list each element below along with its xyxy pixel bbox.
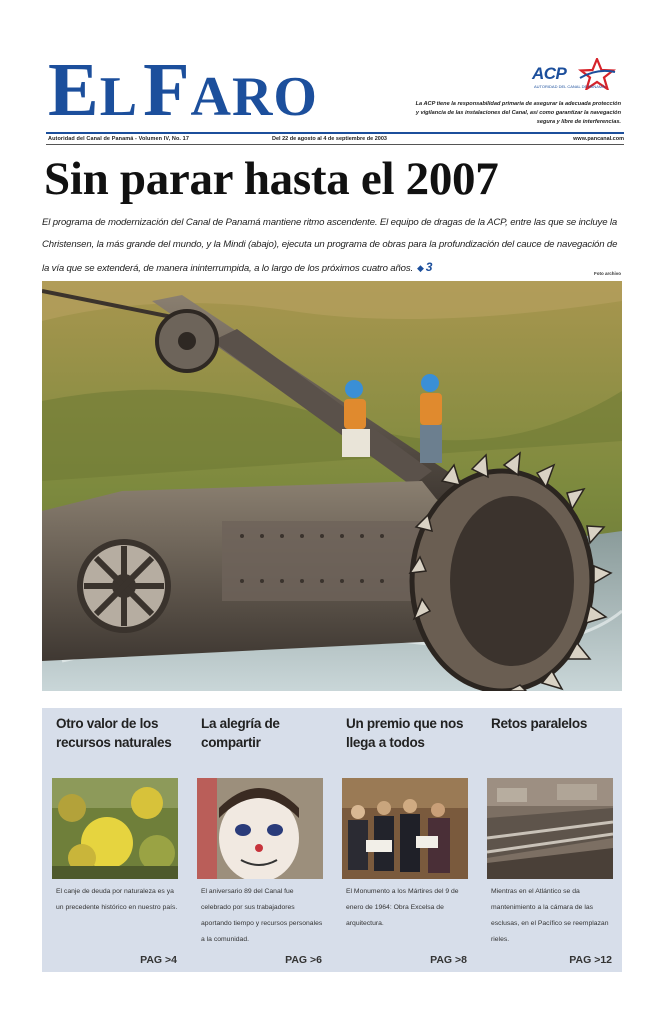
website-link[interactable]: www.pancanal.com xyxy=(573,136,624,142)
lead-lede xyxy=(42,212,622,280)
teaser-award[interactable] xyxy=(332,708,477,972)
acp-mission-statement: La ACP tiene la responsabilidad primaria de asegurar la adecuada protección y vigilancia de las instalaciones del Canal, así como garantizar la navegación segura y libre de interferencias. xyxy=(415,101,621,125)
dredge-photo-illustration xyxy=(42,281,622,691)
teaser-parallel-challenges[interactable] xyxy=(477,708,622,972)
teaser-title[interactable]: Retos paralelos xyxy=(491,716,588,731)
teaser-description: El aniversario 89 del Canal fue celebrado por sus trabajadores aportando tiempo y recursos personales a la comunidad. xyxy=(201,888,323,943)
teaser-panel xyxy=(42,708,622,972)
issue-dates: Del 22 de agosto al 4 de septiembre de 2003 xyxy=(272,136,387,142)
continue-arrow-icon: ◆ xyxy=(417,263,424,273)
teaser-natural-resources[interactable] xyxy=(42,708,187,972)
acp-logo-tagline: AUTORIDAD DEL CANAL DE PANAMÁ xyxy=(534,84,605,89)
teaser-page-link[interactable]: PAG >8 xyxy=(430,954,467,966)
teaser-description: El Monumento a los Mártires del 9 de enero de 1964: Obra Excelsa de arquitectura. xyxy=(346,888,459,927)
infobar-rule xyxy=(46,144,624,145)
acp-logo-text: ACP xyxy=(532,64,567,83)
logo-letter: ARO xyxy=(190,66,318,128)
teaser-title[interactable]: La alegría de compartir xyxy=(201,716,280,750)
photo-credit: Foto archivo xyxy=(593,271,621,276)
dredge-cutter-head-photo[interactable] xyxy=(42,281,622,691)
face-painted-child-photo[interactable] xyxy=(197,778,323,879)
teaser-page-link[interactable]: PAG >12 xyxy=(569,954,612,966)
teaser-page-link[interactable]: PAG >4 xyxy=(140,954,177,966)
issue-volume: Autoridad del Canal de Panamá - Volumen IV, No. 17 xyxy=(48,136,190,142)
teaser-sharing-joy[interactable] xyxy=(187,708,332,972)
award-ceremony-photo[interactable] xyxy=(342,778,468,879)
logo-letter: E xyxy=(48,48,100,132)
continue-page-link[interactable]: 3 xyxy=(425,260,433,274)
teaser-title[interactable]: Otro valor de los recursos naturales xyxy=(56,716,172,750)
lede-text: El programa de modernización del Canal de Panamá mantiene ritmo ascendente. El equipo de dragas de la ACP, entre las que se incluye la Christensen, la más grande del mundo, y la Mindi (abajo), ejecuta un programa de obras para la profundización del cauce de navegación de la vía que se extenderá, de manera ininterrumpida, a lo largo de los próximos cuatro años. xyxy=(42,217,618,274)
teaser-title[interactable]: Un premio que nos llega a todos xyxy=(346,716,464,750)
flowering-trees-photo[interactable] xyxy=(52,778,178,879)
teaser-page-link[interactable]: PAG >6 xyxy=(285,954,322,966)
teaser-description: Mientras en el Atlántico se da mantenimiento a la cámara de las esclusas, en el Pacífico se reemplazan rieles. xyxy=(491,888,609,943)
masthead-rule xyxy=(46,132,624,134)
logo-letter: F xyxy=(143,48,191,132)
acp-logo xyxy=(532,58,616,92)
teaser-description: El canje de deuda por naturaleza es ya un precedente histórico en nuestro país. xyxy=(56,888,178,911)
lead-headline[interactable]: Sin parar hasta el 2007 xyxy=(44,153,499,205)
lock-chamber-maintenance-photo[interactable] xyxy=(487,778,613,879)
logo-letter: L xyxy=(99,66,139,128)
masthead-logo xyxy=(48,48,318,132)
issue-info-bar xyxy=(46,135,624,144)
